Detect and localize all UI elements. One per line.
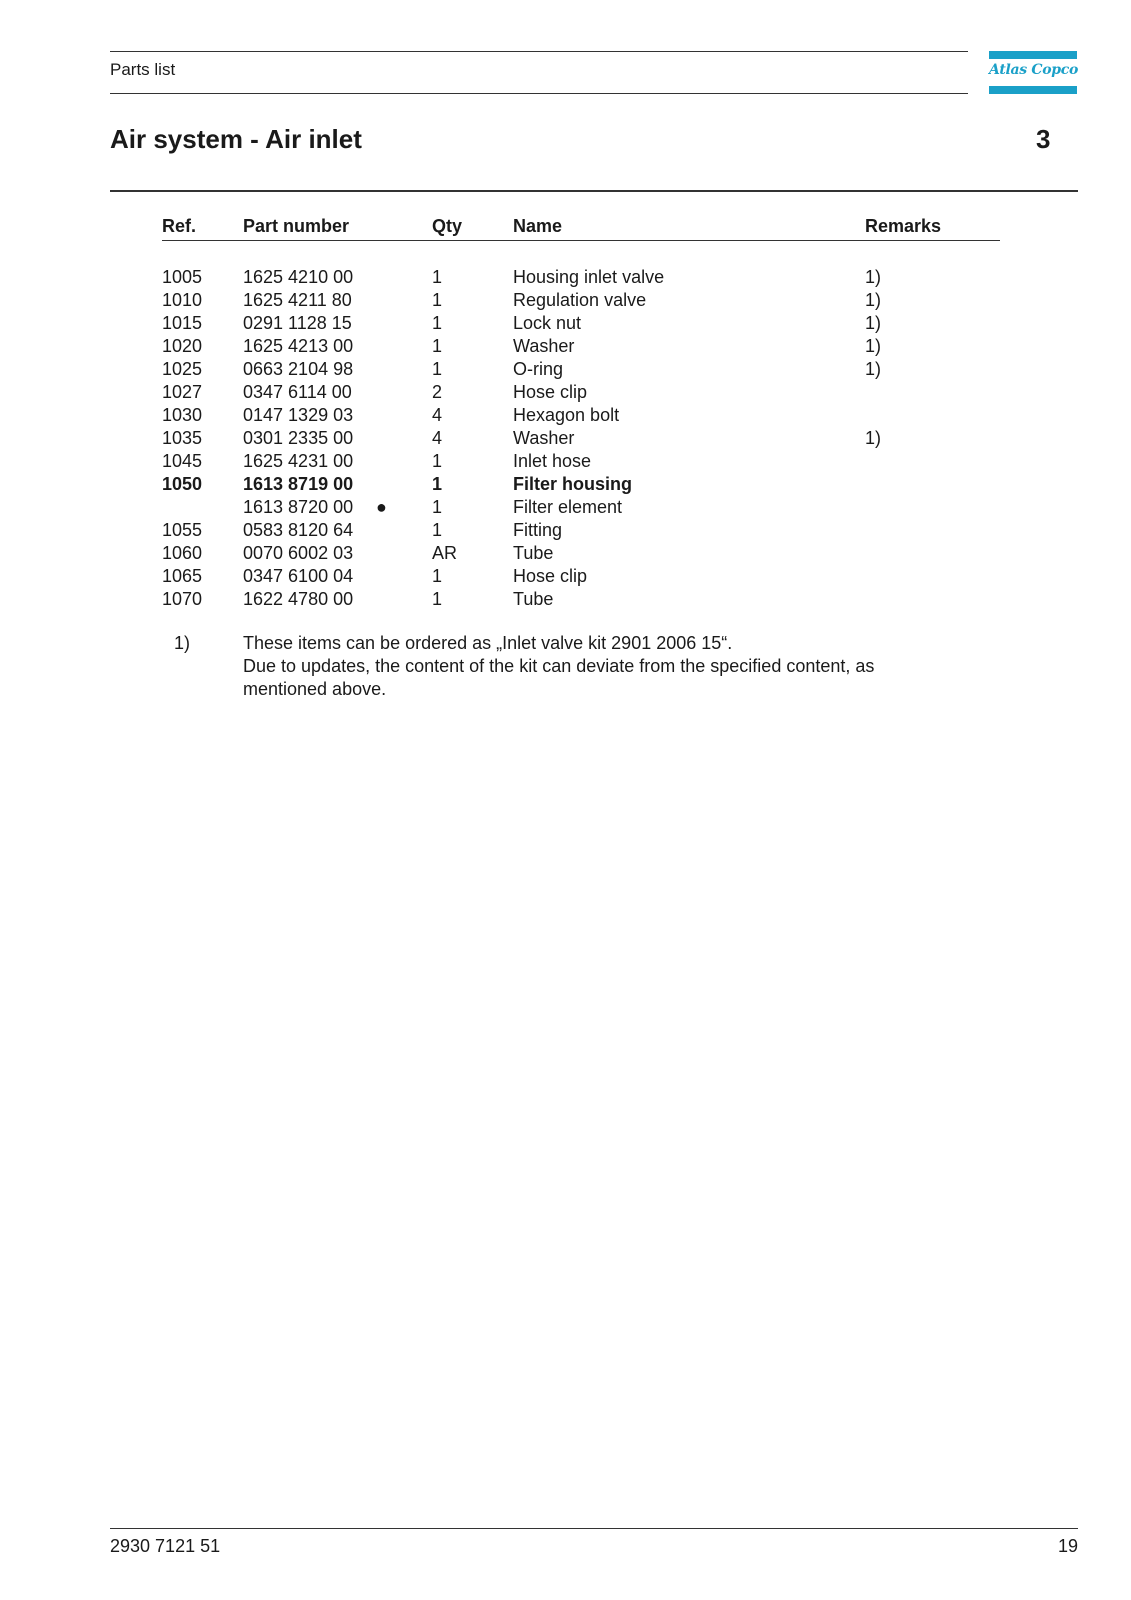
- cell-ref: 1030: [162, 405, 203, 425]
- cell-qty: 2: [432, 382, 443, 402]
- cell-part-number: 0291 1128 15: [243, 313, 352, 333]
- cell-part-number: 0347 6100 04: [243, 566, 354, 586]
- cell-ref: 1035: [162, 428, 203, 448]
- cell-remarks: 1): [865, 336, 882, 356]
- column-header-part-number: Part number: [243, 216, 350, 236]
- cell-part-number: 1625 4211 80: [243, 290, 352, 310]
- cell-ref: 1070: [162, 589, 203, 609]
- cell-ref: 1060: [162, 543, 203, 563]
- cell-name: Hose clip: [513, 566, 588, 586]
- table-row: [0, 450, 1131, 473]
- cell-qty: 1: [432, 589, 443, 609]
- cell-part-number: 1625 4231 00: [243, 451, 354, 471]
- cell-part-number: 1613 8719 00: [243, 474, 354, 494]
- logo-bottom-bar: [989, 86, 1077, 94]
- cell-ref: 1045: [162, 451, 203, 471]
- table-header-rule: [162, 240, 1000, 241]
- table-row: [0, 358, 1131, 381]
- cell-name: Fitting: [513, 520, 563, 540]
- table-row: [0, 312, 1131, 335]
- table-row: [0, 565, 1131, 588]
- cell-name: Hose clip: [513, 382, 588, 402]
- cell-part-number: 0147 1329 03: [243, 405, 354, 425]
- cell-ref: 1020: [162, 336, 203, 356]
- cell-part-number: 1625 4210 00: [243, 267, 354, 287]
- cell-name: Housing inlet valve: [513, 267, 665, 287]
- cell-remarks: 1): [865, 290, 882, 310]
- document-number: 2930 7121 51: [110, 1536, 221, 1556]
- table-row: [0, 427, 1131, 450]
- table-row-assembly: [0, 473, 1131, 496]
- cell-name: Washer: [513, 336, 575, 356]
- cell-name: Tube: [513, 589, 554, 609]
- cell-name: Filter element: [513, 497, 623, 517]
- header-top-rule: [110, 51, 968, 52]
- table-row: [0, 289, 1131, 312]
- cell-part-number: 1622 4780 00: [243, 589, 354, 609]
- table-row: [0, 381, 1131, 404]
- service-part-bullet-icon: ●: [376, 497, 387, 517]
- cell-name: Filter housing: [513, 474, 632, 494]
- cell-part-number: 1625 4213 00: [243, 336, 354, 356]
- table-row: [0, 335, 1131, 358]
- cell-qty: 1: [432, 359, 443, 379]
- section-rule: [110, 190, 1078, 192]
- logo-top-bar: [989, 51, 1077, 59]
- logo-text: Atlas Copco: [989, 62, 1079, 78]
- cell-qty: 4: [432, 428, 443, 448]
- cell-ref: 1025: [162, 359, 203, 379]
- cell-name: Lock nut: [513, 313, 582, 333]
- cell-ref: 1005: [162, 267, 203, 287]
- section-number: 3: [1036, 124, 1051, 154]
- page-number: 19: [1057, 1536, 1078, 1556]
- cell-part-number: 0347 6114 00: [243, 382, 352, 402]
- table-row: [0, 404, 1131, 427]
- cell-remarks: 1): [865, 428, 882, 448]
- table-row: [0, 266, 1131, 289]
- footer-rule: [110, 1528, 1078, 1529]
- cell-qty: 1: [432, 520, 443, 540]
- cell-ref: 1055: [162, 520, 203, 540]
- cell-qty: 1: [432, 474, 443, 494]
- cell-qty: 4: [432, 405, 443, 425]
- cell-part-number: 0663 2104 98: [243, 359, 354, 379]
- cell-name: Washer: [513, 428, 575, 448]
- cell-part-number: 0301 2335 00: [243, 428, 354, 448]
- cell-part-number: 0583 8120 64: [243, 520, 354, 540]
- cell-remarks: 1): [865, 267, 882, 287]
- cell-ref: 1050: [162, 474, 203, 494]
- cell-ref: 1015: [162, 313, 203, 333]
- footnote-mark: 1): [174, 633, 191, 653]
- column-header-qty: Qty: [432, 216, 463, 236]
- table-row: [0, 496, 1131, 519]
- cell-ref: 1065: [162, 566, 203, 586]
- table-row: [0, 588, 1131, 611]
- cell-qty: 1: [432, 336, 443, 356]
- cell-remarks: 1): [865, 313, 882, 333]
- cell-qty: 1: [432, 566, 443, 586]
- cell-qty: 1: [432, 290, 443, 310]
- footnote-text: [243, 632, 943, 701]
- table-row: [0, 542, 1131, 565]
- cell-name: Regulation valve: [513, 290, 647, 310]
- cell-qty: 1: [432, 497, 443, 517]
- running-title: Parts list: [110, 60, 176, 79]
- cell-part-number: 0070 6002 03: [243, 543, 354, 563]
- cell-qty: AR: [432, 543, 458, 563]
- cell-ref: 1010: [162, 290, 203, 310]
- cell-name: O-ring: [513, 359, 564, 379]
- cell-qty: 1: [432, 267, 443, 287]
- footnote-line: Due to updates, the content of the kit can deviate from the specified content, as: [243, 656, 875, 676]
- cell-name: Tube: [513, 543, 554, 563]
- atlas-copco-logo: [989, 51, 1077, 94]
- cell-ref: 1027: [162, 382, 203, 402]
- cell-qty: 1: [432, 451, 443, 471]
- footnote-line: mentioned above.: [243, 679, 387, 699]
- table-row: [0, 519, 1131, 542]
- footnote-line: These items can be ordered as „Inlet valve kit 2901 2006 15“.: [243, 633, 733, 653]
- cell-part-number: 1613 8720 00: [243, 497, 354, 517]
- cell-remarks: 1): [865, 359, 882, 379]
- column-header-remarks: Remarks: [865, 216, 942, 236]
- column-header-name: Name: [513, 216, 563, 236]
- cell-qty: 1: [432, 313, 443, 333]
- section-title: Air system - Air inlet: [110, 124, 362, 154]
- cell-name: Hexagon bolt: [513, 405, 620, 425]
- header-bottom-rule: [110, 93, 968, 94]
- column-header-ref: Ref.: [162, 216, 197, 236]
- cell-name: Inlet hose: [513, 451, 592, 471]
